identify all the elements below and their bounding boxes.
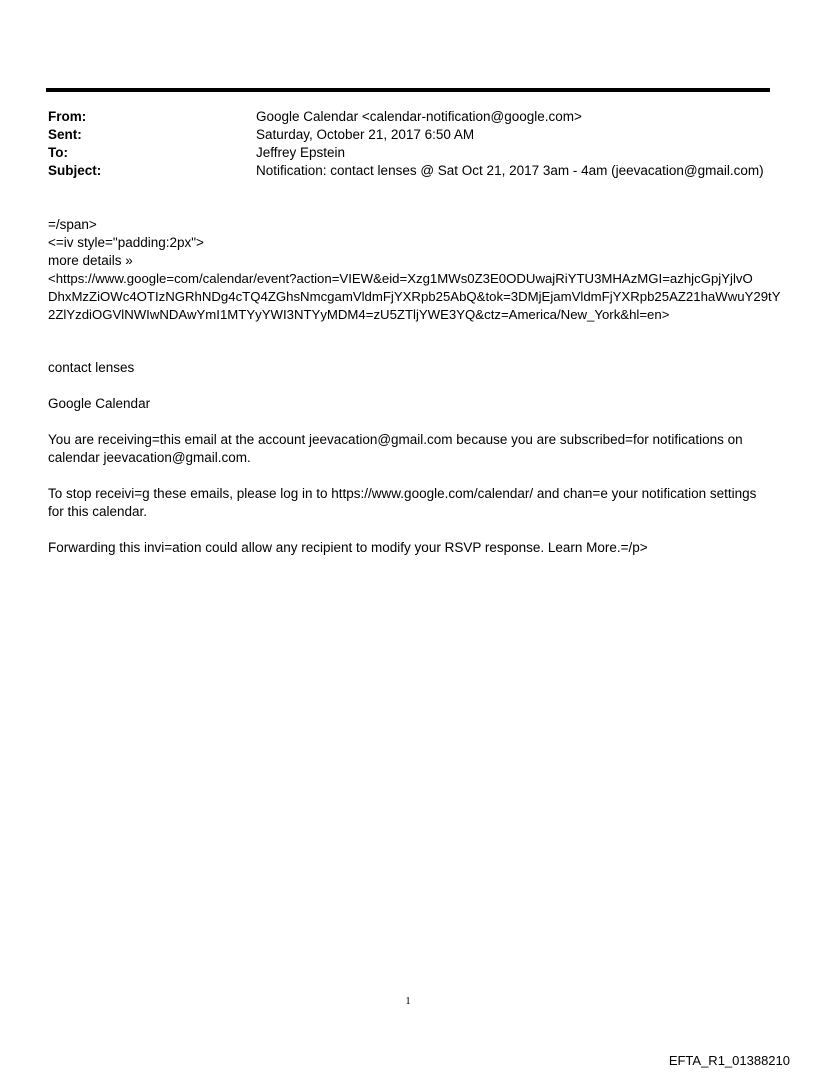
forwarding-notice-text: Forwarding this invi=ation could allow any recipient to modify your RSVP response. Learn More.=/p> [48, 540, 648, 555]
event-url-line-3: 2ZlYzdiOGVlNWIwNDAwYmI1MTYyYWI3NTYyMDM4=zU5ZTljYWE3YQ&ctz=America/New_York&hl=en> [48, 307, 670, 322]
calendar-name [48, 395, 772, 413]
to-row [48, 144, 770, 162]
bates-number: EFTA_R1_01388210 [668, 1053, 790, 1068]
subject-row [48, 162, 770, 180]
sent-row [48, 126, 770, 144]
stop-notice-text: To stop receivi=g these emails, please log in to https://www.google.com/calendar/ and chan=e your notification settings for this calendar. [48, 486, 757, 519]
div-fragment: <=iv style="padding:2px"> [48, 235, 204, 250]
from-label: From: [48, 109, 87, 124]
to-value: Jeffrey Epstein [256, 145, 346, 160]
event-url-line-2: DhxMzZiOWc4OTIzNGRhNDg4cTQ4ZGhsNmcgamVldmFjYXRpb25AbQ&tok=3DMjEjamVldmFjYXRpb25AZ21haWwuY29tY [48, 289, 781, 304]
stop-notice [48, 485, 772, 521]
from-row [48, 108, 770, 126]
event-title-text: contact lenses [48, 360, 135, 375]
receiving-notice-text: You are receiving=this email at the account jeevacation@gmail.com because you are subscribed=for notifications on calendar jeevacation@gmail.com. [48, 432, 743, 465]
span-close-fragment: =/span> [48, 217, 97, 232]
page-number: 1 [405, 995, 411, 1007]
receiving-notice [48, 431, 772, 467]
to-label: To: [48, 145, 68, 160]
subject-label: Subject: [48, 163, 102, 178]
event-title [48, 359, 772, 377]
event-url-line-1: <https://www.google=com/calendar/event?action=VIEW&eid=Xzg1MWs0Z3E0ODUwajRiYTU3MHAzMGI=azhjcGpjYjlvO [48, 271, 753, 286]
forwarding-notice [48, 539, 772, 557]
header-divider [46, 88, 770, 92]
more-details-link[interactable]: more details » [48, 253, 133, 268]
html-fragment-block [48, 216, 781, 324]
email-header [48, 108, 770, 180]
from-value: Google Calendar <calendar-notification@google.com> [256, 109, 582, 124]
calendar-name-text: Google Calendar [48, 396, 151, 411]
sent-label: Sent: [48, 127, 82, 142]
sent-value: Saturday, October 21, 2017 6:50 AM [256, 127, 475, 142]
subject-value: Notification: contact lenses @ Sat Oct 21, 2017 3am - 4am (jeevacation@gmail.com) [256, 163, 764, 178]
